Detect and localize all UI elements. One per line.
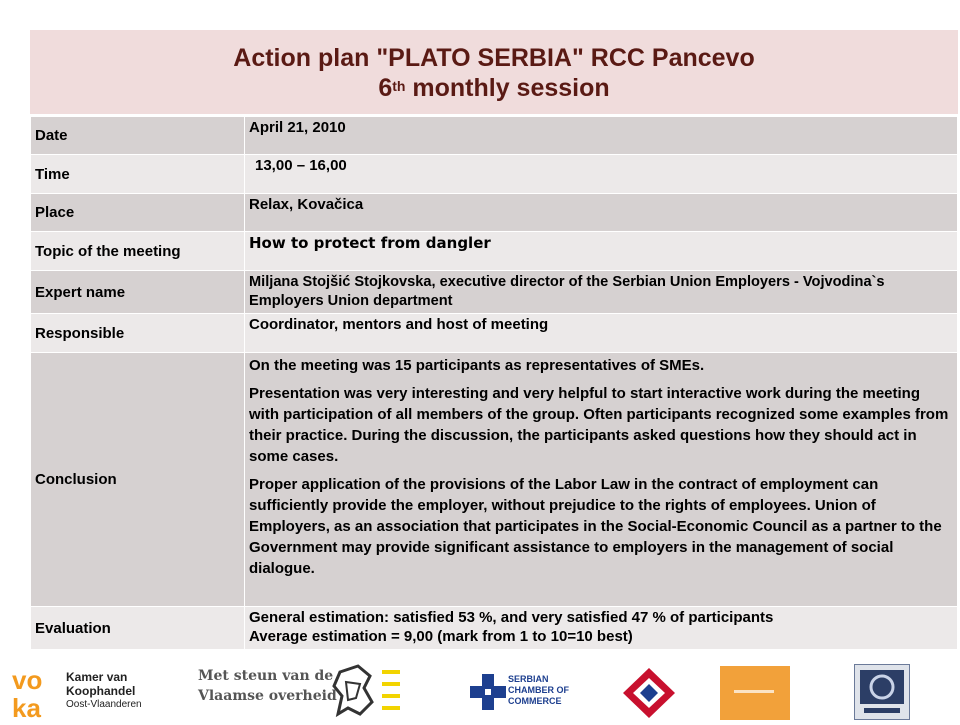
flemish-text-1: Met steun van de [198,668,334,684]
table-row [31,232,958,271]
row-label: Responsible [31,314,245,353]
row-value: Relax, Kovačica [245,194,958,232]
conclusion-paragraph: Presentation was very interesting and very helpful to start interactive work during the meeting with participation of all members of the group. Often participants recognized some examples from their practice. During the discussion, the participants asked questions how they should act in some cases. [249,385,949,465]
flemish-text-2: Vlaamse overheid [198,688,337,704]
sponsor-logos [0,660,960,720]
voka-text-2: Koophandel [66,684,136,698]
table-row [31,271,958,314]
evaluation-text [245,607,958,650]
chamber-text-1: SERBIAN [508,674,549,684]
row-value: April 21, 2010 [245,117,958,155]
row-value: How to protect from dangler [245,232,958,271]
row-label: Evaluation [31,607,245,650]
action-plan-slide [30,30,958,650]
row-label: Place [31,194,245,232]
row-label: Expert name [31,271,245,314]
conclusion-text [245,353,958,607]
page-title [30,30,958,116]
evaluation-line: General estimation: satisfied 53 %, and very satisfied 47 % of participants [249,609,774,626]
orange-partner-logo [720,666,790,720]
table-row [31,353,958,607]
table-row [31,607,958,650]
flemish-government-logo [198,662,408,720]
chamber-text-2: CHAMBER OF [508,685,569,695]
chamber-emblem-icon [468,672,508,712]
title-line-1: Action plan "PLATO SERBIA" RCC Pancevo [233,44,755,72]
table-row [31,155,958,194]
flemish-lion-icon [330,662,406,720]
conclusion-paragraph: On the meeting was 15 participants as representatives of SMEs. [249,357,705,374]
title-line-2: 6th monthly session [378,74,610,102]
evaluation-line: Average estimation = 9,00 (mark from 1 to 10=10 best) [249,628,633,645]
blue-emblem-icon [854,664,910,720]
diamond-logo [620,666,678,720]
voka-text-3: Oost-Vlaanderen [66,699,142,710]
table-row [31,314,958,353]
row-label: Conclusion [31,353,245,607]
session-table [30,116,958,650]
row-value: 13,00 – 16,00 [245,155,958,194]
voka-logo [4,662,179,720]
svg-text:ka: ka [12,693,41,720]
voka-text-1: Kamer van [66,670,128,684]
orange-box-icon [720,666,790,720]
table-row [31,117,958,155]
serbian-chamber-logo [458,662,588,720]
row-value: Miljana Stojšić Stojkovska, executive director of the Serbian Union Employers - Vojvodina`s Employers Union department [245,271,958,314]
blue-partner-logo [854,664,910,720]
svg-text:vo: vo [12,665,43,695]
conclusion-paragraph: Proper application of the provisions of the Labor Law in the contract of employment can sufficiently provide the employer, without prejudice to the rights of employees. Union of Employers, as an association that participates in the Social-Economic Council as a partner to the Government may provide significant assistance to employers in the management of social dialogue. [249,476,942,577]
chamber-text-3: COMMERCE [508,696,562,706]
table-row [31,194,958,232]
diamond-icon [620,666,678,720]
row-label: Topic of the meeting [31,232,245,271]
row-label: Date [31,117,245,155]
row-value: Coordinator, mentors and host of meeting [245,314,958,353]
row-label: Time [31,155,245,194]
